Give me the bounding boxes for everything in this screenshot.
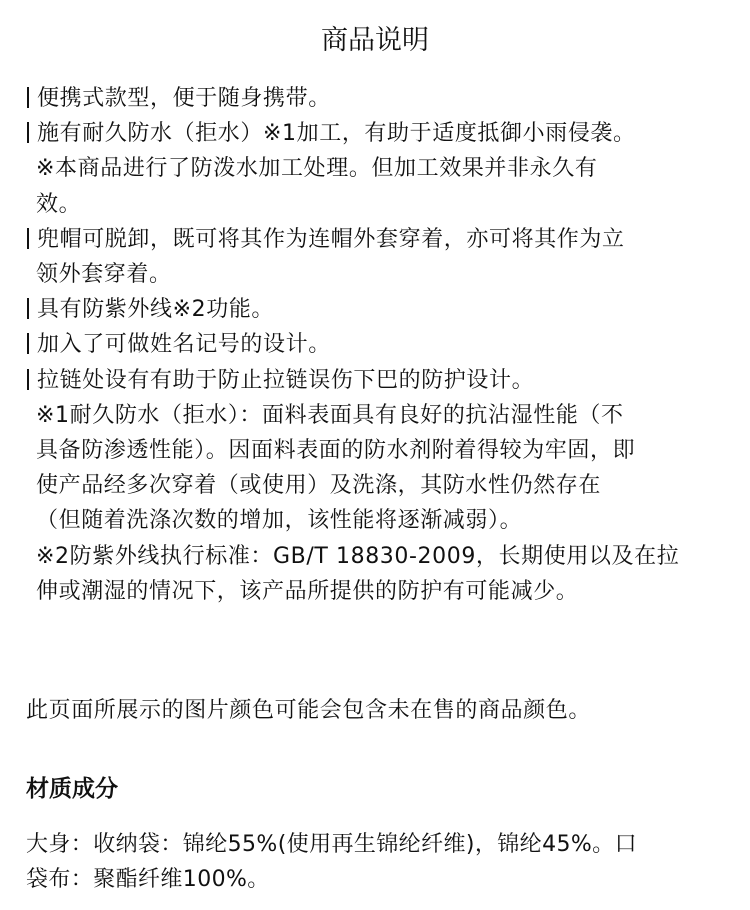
dash-marker-icon bbox=[27, 298, 29, 319]
line-text: 加入了可做姓名记号的设计。 bbox=[37, 332, 331, 358]
line-text: 具备防渗透性能）。因面料表面的防水剂附着得较为牢固，即 bbox=[36, 438, 636, 464]
material-line: 袋布：聚酯纤维100%。 bbox=[26, 867, 270, 892]
continuation-line bbox=[26, 398, 726, 433]
line-text: ※本商品进行了防泼水加工处理。但加工效果并非永久有 bbox=[36, 156, 598, 182]
dash-marker-icon bbox=[27, 333, 29, 354]
continuation-line bbox=[26, 539, 726, 574]
dash-marker-icon bbox=[27, 87, 29, 108]
continuation-line bbox=[26, 257, 726, 292]
line-text: 伸或潮湿的情况下，该产品所提供的防护有可能减少。 bbox=[36, 578, 579, 604]
bullet-line bbox=[26, 363, 726, 398]
dash-marker-icon bbox=[27, 369, 29, 390]
bullet-line bbox=[26, 327, 726, 362]
bullet-line bbox=[26, 292, 726, 327]
line-text: （但随着洗涤次数的增加，该性能将逐渐减弱）。 bbox=[36, 508, 523, 534]
line-text: 领外套穿着。 bbox=[36, 262, 172, 288]
color-notice: 此页面所展示的图片颜色可能会包含未在售的商品颜色。 bbox=[26, 698, 592, 723]
description-list bbox=[26, 81, 726, 609]
material-line: 大身：收纳袋：锦纶55%(使用再生锦纶纤维)，锦纶45%。口 bbox=[26, 832, 637, 857]
dash-marker-icon bbox=[27, 228, 29, 249]
continuation-line bbox=[26, 574, 726, 609]
dash-marker-icon bbox=[27, 122, 29, 143]
continuation-line bbox=[26, 151, 726, 186]
material-heading: 材质成分 bbox=[26, 776, 118, 802]
line-text: ※2防紫外线执行标准：GB/T 18830-2009，长期使用以及在拉 bbox=[36, 543, 680, 569]
line-text: 具有防紫外线※2功能。 bbox=[37, 297, 275, 323]
continuation-line bbox=[26, 503, 726, 538]
line-text: 便携式款型，便于随身携带。 bbox=[37, 86, 331, 111]
bullet-line bbox=[26, 222, 726, 257]
continuation-line bbox=[26, 433, 726, 468]
line-text: ※1耐久防水（拒水）：面料表面具有良好的抗沾湿性能（不 bbox=[36, 402, 624, 428]
page-title: 商品说明 bbox=[321, 25, 429, 56]
continuation-line bbox=[26, 468, 726, 503]
line-text: 效。 bbox=[36, 191, 82, 217]
continuation-line bbox=[26, 187, 726, 222]
line-text: 兜帽可脱卸，既可将其作为连帽外套穿着，亦可将其作为立 bbox=[37, 226, 625, 252]
line-text: 拉链处设有有助于防止拉链误伤下巴的防护设计。 bbox=[37, 367, 535, 393]
material-composition bbox=[26, 827, 726, 897]
line-text: 使产品经多次穿着（或使用）及洗涤，其防水性仍然存在 bbox=[36, 473, 602, 499]
line-text: 施有耐久防水（拒水）※1加工，有助于适度抵御小雨侵袭。 bbox=[37, 121, 636, 147]
bullet-line bbox=[26, 116, 726, 151]
bullet-line bbox=[26, 81, 726, 116]
